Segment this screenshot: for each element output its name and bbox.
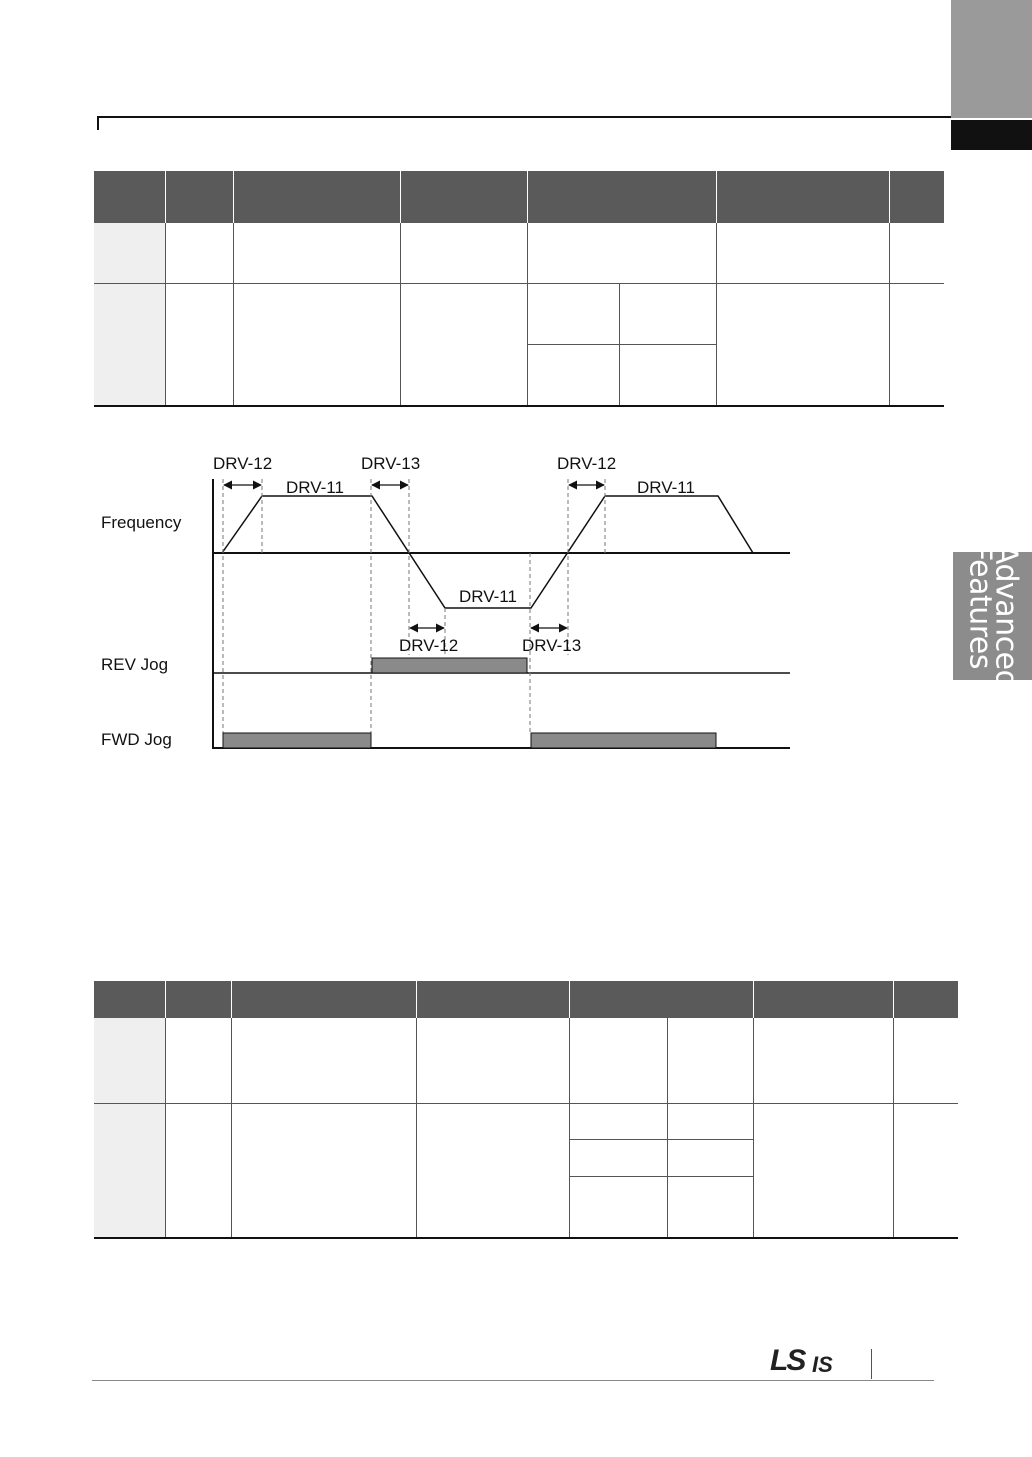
signal-rev-jog: REV Jog bbox=[101, 655, 169, 674]
parameter-table-2 bbox=[94, 981, 958, 1239]
label-top-drv12-b: DRV-12 bbox=[557, 454, 617, 473]
time-arrows bbox=[224, 485, 604, 628]
section-tab-line2: Features bbox=[962, 543, 998, 669]
brand-logo-main: LS bbox=[770, 1344, 805, 1377]
fwd-jog-pulse-2 bbox=[531, 733, 716, 748]
table-2-header bbox=[94, 981, 958, 1018]
label-drv11-a: DRV-11 bbox=[286, 478, 344, 497]
rev-jog-pulse bbox=[372, 658, 527, 673]
label-bot-drv12: DRV-12 bbox=[399, 636, 459, 655]
footer-separator bbox=[871, 1349, 872, 1379]
table-2-row-shade bbox=[94, 1018, 165, 1237]
brand-logo bbox=[770, 1344, 854, 1376]
table-2-bottom-rule bbox=[94, 1237, 958, 1239]
brand-logo-sub: IS bbox=[812, 1352, 833, 1377]
dashed-guides bbox=[223, 479, 605, 735]
signal-frequency: Frequency bbox=[101, 513, 182, 532]
label-drv11-mid: DRV-11 bbox=[459, 587, 517, 606]
label-drv11-b: DRV-11 bbox=[637, 478, 695, 497]
footer-rule bbox=[92, 1380, 934, 1381]
label-top-drv13: DRV-13 bbox=[361, 454, 421, 473]
fwd-jog-pulse-1 bbox=[223, 733, 371, 748]
label-bot-drv13: DRV-13 bbox=[522, 636, 582, 655]
signal-fwd-jog: FWD Jog bbox=[101, 730, 172, 749]
label-top-drv12-a: DRV-12 bbox=[213, 454, 273, 473]
section-tab-line1: Advanced bbox=[988, 543, 1024, 689]
